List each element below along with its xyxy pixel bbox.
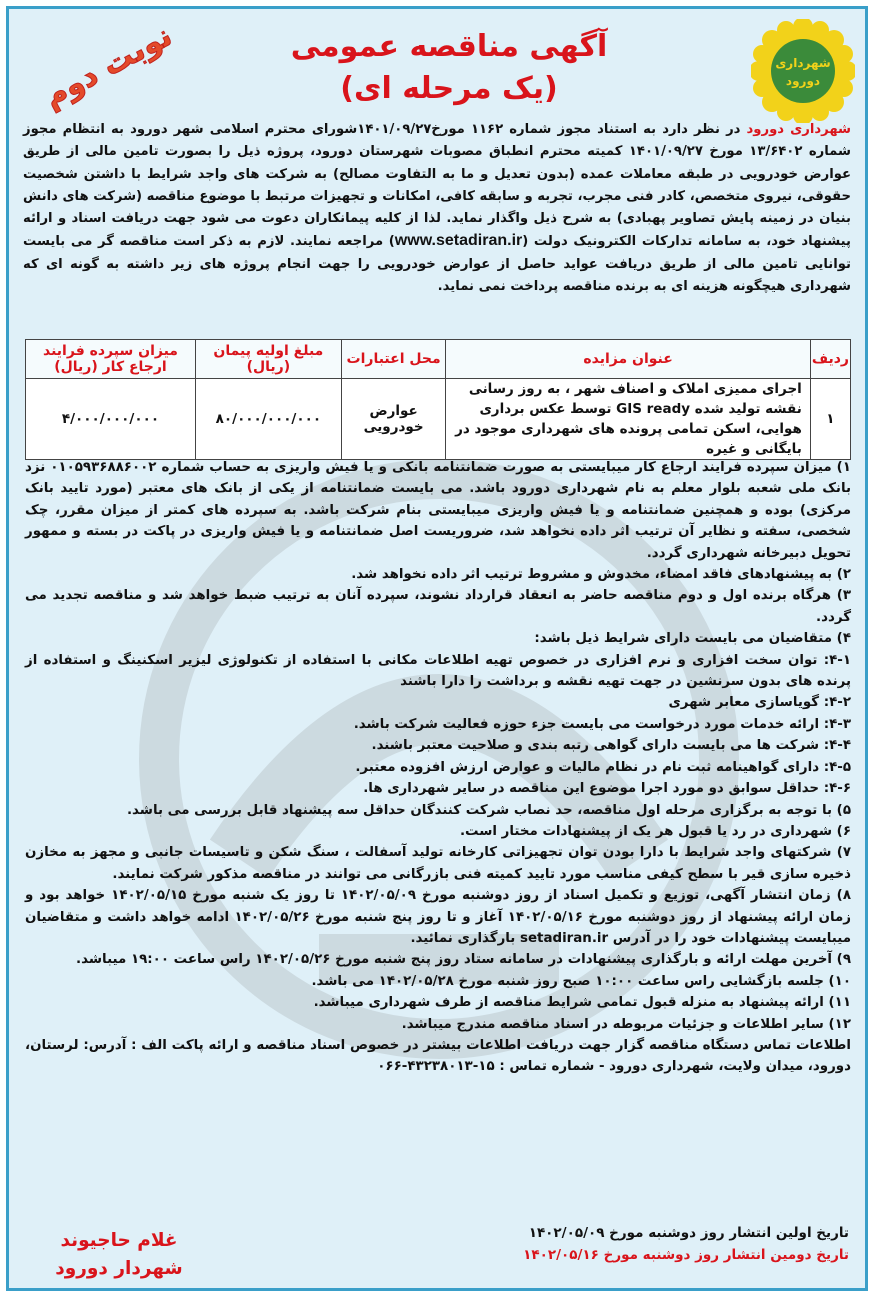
- header-row-index: ردیف: [810, 340, 850, 379]
- logo-text-top: شهرداری: [775, 56, 831, 70]
- signature-block: [39, 1227, 199, 1283]
- first-publication-date: تاریخ اولین انتشار روز دوشنبه مورخ ۱۴۰۲/۰۵/۰۹: [528, 1225, 849, 1241]
- intro-paragraph: [23, 119, 851, 298]
- website-link[interactable]: www.setadiran.ir: [394, 232, 523, 250]
- municipality-logo-icon: [751, 19, 855, 123]
- clause-item: ۱۰) جلسه بازگشایی راس ساعت ۱۰:۰۰ صبح روز شنبه مورخ ۱۴۰۲/۰۵/۲۸ می باشد.: [311, 973, 851, 989]
- signer-role: شهردار دورود: [55, 1258, 183, 1279]
- second-publication-date: تاریخ دومین انتشار روز دوشنبه مورخ ۱۴۰۲/۰۵/۱۶: [523, 1247, 849, 1263]
- clause-item: ۴-۱: توان سخت افزاری و نرم افزاری در خصوص تهیه اطلاعات مکانی با استفاده از تکنولوژی لیزیر اسکنینگ و استفاده از پرنده های بدون سرنشین در جهت تهیه نقشه و برداشت را دارا باشند: [25, 652, 851, 690]
- clause-item: ۴-۴: شرکت ها می بایست دارای گواهی رتبه بندی و صلاحیت معتبر باشند.: [371, 738, 851, 754]
- clause-item: ۴) متقاضیان می بایست دارای شرایط ذیل باشد:: [534, 631, 851, 647]
- table-row: [26, 379, 851, 460]
- table-header-row: [26, 340, 851, 379]
- signer-name: غلام حاجیوند: [60, 1230, 178, 1251]
- intro-text-1: در نظر دارد به استناد مجوز شماره ۱۱۶۲ مورخ۱۴۰۱/۰۹/۲۷شورای محترم اسلامی شهر دورود به انتظام مجوز شماره ۱۳/۶۴۰۲ مورخ ۱۴۰۱/۰۹/۲۷ کمیته محترم انطباق مصوبات شهرستان دورود، پروژه ذیل را بصورت تامین مالی از طریق عوارض خودرویی در طبقه معاملات عمده (بدون تعدیل و ما به التفاوت مصالح) به شرکت های واجد شرایط با داشتن شخصیت حقوقی، نیروی متخصص، کادر فنی مجرب، تجربه و سابقه کافی، امکانات و تجهیزات مرتبط با موضوع مناقصه (شرکت های دانش بنیان در زمینه پایش تصاویر پهبادی) به شرح ذیل واگذار نماید. لذا از کلیه پیمانکاران دعوت می شود جهت دریافت اسناد و ارائه پیشنهاد خود، به سامانه تدارکات الکترونیک دولت (: [23, 122, 851, 250]
- header-fee-line2: ارجاع کار (ریال): [54, 359, 167, 375]
- row-title: اجرای ممیزی املاک و اصناف شهر ، به روز رسانی نقشه تولید شده GIS ready توسط عکس برداری هوایی، اسکن تمامی پرونده های شهرداری موجود در بایگانی و غیره: [446, 379, 810, 460]
- clause-item: ۱۲) سایر اطلاعات و جزئیات مربوطه در اسناد مناقصه مندرج میباشد.: [401, 1016, 851, 1032]
- clauses-list: [25, 457, 851, 1078]
- intro-text-2: ) مراجعه نمایند. لازم به ذکر است مناقصه گر می بایست توانایی تامین مالی از طریق دریافت عواید حاصل از عوارض خودرویی را جهت انجام پروژه های زیر داشته به گونه ای که شهرداری هیچگونه هزینه ای به برنده مناقصه پرداخت نمی نماید.: [23, 234, 851, 295]
- header-fee: [26, 340, 196, 379]
- clause-item: ۴-۵: دارای گواهینامه ثبت نام در نظام مالیات و عوارض ارزش افزوده معتبر.: [355, 759, 851, 775]
- row-amount: ۸۰/۰۰۰/۰۰۰/۰۰۰: [195, 379, 341, 460]
- tender-table: [25, 339, 851, 460]
- clause-item: ۷) شرکتهای واجد شرایط با دارا بودن توان تجهیزاتی کارخانه تولید آسفالت ، سنگ شکن و تاسیسات جانبی و مجهز به مخازن ذخیره سازی قیر با سطح کیفی مناسب مورد تایید کمیته فنی بازرگانی می توانند در مناقصه مذکور شرکت نمایند.: [25, 845, 851, 882]
- org-name: شهرداری دورود: [746, 122, 851, 137]
- clause-item: ۱) میزان سپرده فرایند ارجاع کار میبایستی به صورت ضمانتنامه بانکی و یا فیش واریزی به حساب شماره ۰۱۰۵۹۳۶۸۸۶۰۰۲ نزد بانک ملی شعبه بلوار معلم به نام شهرداری دورود باشد. می بایست ضمانتنامه از یکی از بانک های معتبر (مورد تایید بانک مرکزی) بوده و همچنین ضمانتنامه و یا فیش واریزی میبایستی بنام شرکت باشد. به سپرده های کمتر از میزان مقرر، چک شخصی، سفته و نظایر آن ترتیب اثر داده نخواهد شد، ضروریست اصل ضمانتنامه و یا فیش واریزی در پاکت در بسته و ممهور تحویل دبیرخانه شهرداری گردد.: [25, 460, 851, 561]
- clause-item: ۹) آخرین مهلت ارائه و بارگذاری پیشنهادات در سامانه ستاد روز پنج شنبه مورخ ۱۴۰۲/۰۵/۲۶ راس ساعت ۱۹:۰۰ میباشد.: [76, 952, 851, 968]
- header-amount: مبلغ اولیه پیمان (ریال): [195, 340, 341, 379]
- page-subtitle: (یک مرحله ای): [340, 71, 558, 106]
- contact-info: اطلاعات تماس دستگاه مناقصه گزار جهت دریافت اطلاعات بیشتر در خصوص اسناد مناقصه و ارائه پاکت الف : آدرس: لرستان، دورود، میدان ولایت، شهرداری دورود - شماره تماس : ۱۵-۴۳۲۳۸۰۱۳-۰۶۶: [25, 1037, 851, 1075]
- clause-item: ۱۱) ارائه پیشنهاد به منزله قبول تمامی شرایط مناقصه از طرف شهرداری میباشد.: [313, 995, 851, 1011]
- clause-item: ۴-۳: ارائه خدمات مورد درخواست می بایست جزء حوزه فعالیت شرکت باشد.: [353, 716, 851, 732]
- header-title: عنوان مزایده: [446, 340, 810, 379]
- clause-item: ۵) با توجه به برگزاری مرحله اول مناقصه، حد نصاب شرکت کنندگان حداقل سه پیشنهاد قابل بررسی می باشد.: [126, 802, 851, 818]
- round-badge: نوبت دوم: [38, 18, 178, 115]
- logo-text-bottom: دورود: [785, 74, 821, 88]
- clause-item: ۳) هرگاه برنده اول و دوم مناقصه حاضر به انعقاد قرارداد نشوند، سپرده آنان به ترتیب ضبط خواهد شد و مناقصه تجدید می گردد.: [25, 588, 851, 625]
- clause-item: ۴-۲: گویاسازی معابر شهری: [668, 695, 851, 711]
- row-source: عوارض خودرویی: [341, 379, 446, 460]
- header-source: محل اعتبارات: [341, 340, 446, 379]
- clause-item: ۶) شهرداری در رد یا قبول هر یک از پیشنهادات مختار است.: [459, 823, 851, 839]
- row-fee: ۴/۰۰۰/۰۰۰/۰۰۰: [26, 379, 196, 460]
- clause-item: ۲) به پیشنهادهای فاقد امضاء، مخدوش و مشروط ترتیب اثر داده نخواهد شد.: [351, 567, 851, 583]
- header-fee-line1: میزان سپرده فرایند: [43, 343, 178, 359]
- publication-dates: [309, 1222, 849, 1266]
- row-index: ۱: [810, 379, 850, 460]
- announcement-frame: [6, 6, 868, 1291]
- clause-item: ۸) زمان انتشار آگهی، توزیع و تکمیل اسناد از روز دوشنبه مورخ ۱۴۰۲/۰۵/۰۹ تا روز یک شنبه مورخ ۱۴۰۲/۰۵/۱۵ خواهد بود و زمان ارائه پیشنهاد از روز دوشنبه مورخ ۱۴۰۲/۰۵/۱۶ آغاز و تا روز پنج شنبه مورخ ۱۴۰۲/۰۵/۲۶ ادامه خواهد داشت و متقاضیان میبایست پیشنهادات خود را در آدرس setadiran.ir بارگذاری نمائید.: [25, 888, 851, 946]
- page-title: آگهی مناقصه عمومی: [290, 29, 608, 64]
- clause-item: ۴-۶: حداقل سوابق دو مورد اجرا موضوع این مناقصه در سایر شهرداری ها.: [363, 781, 851, 797]
